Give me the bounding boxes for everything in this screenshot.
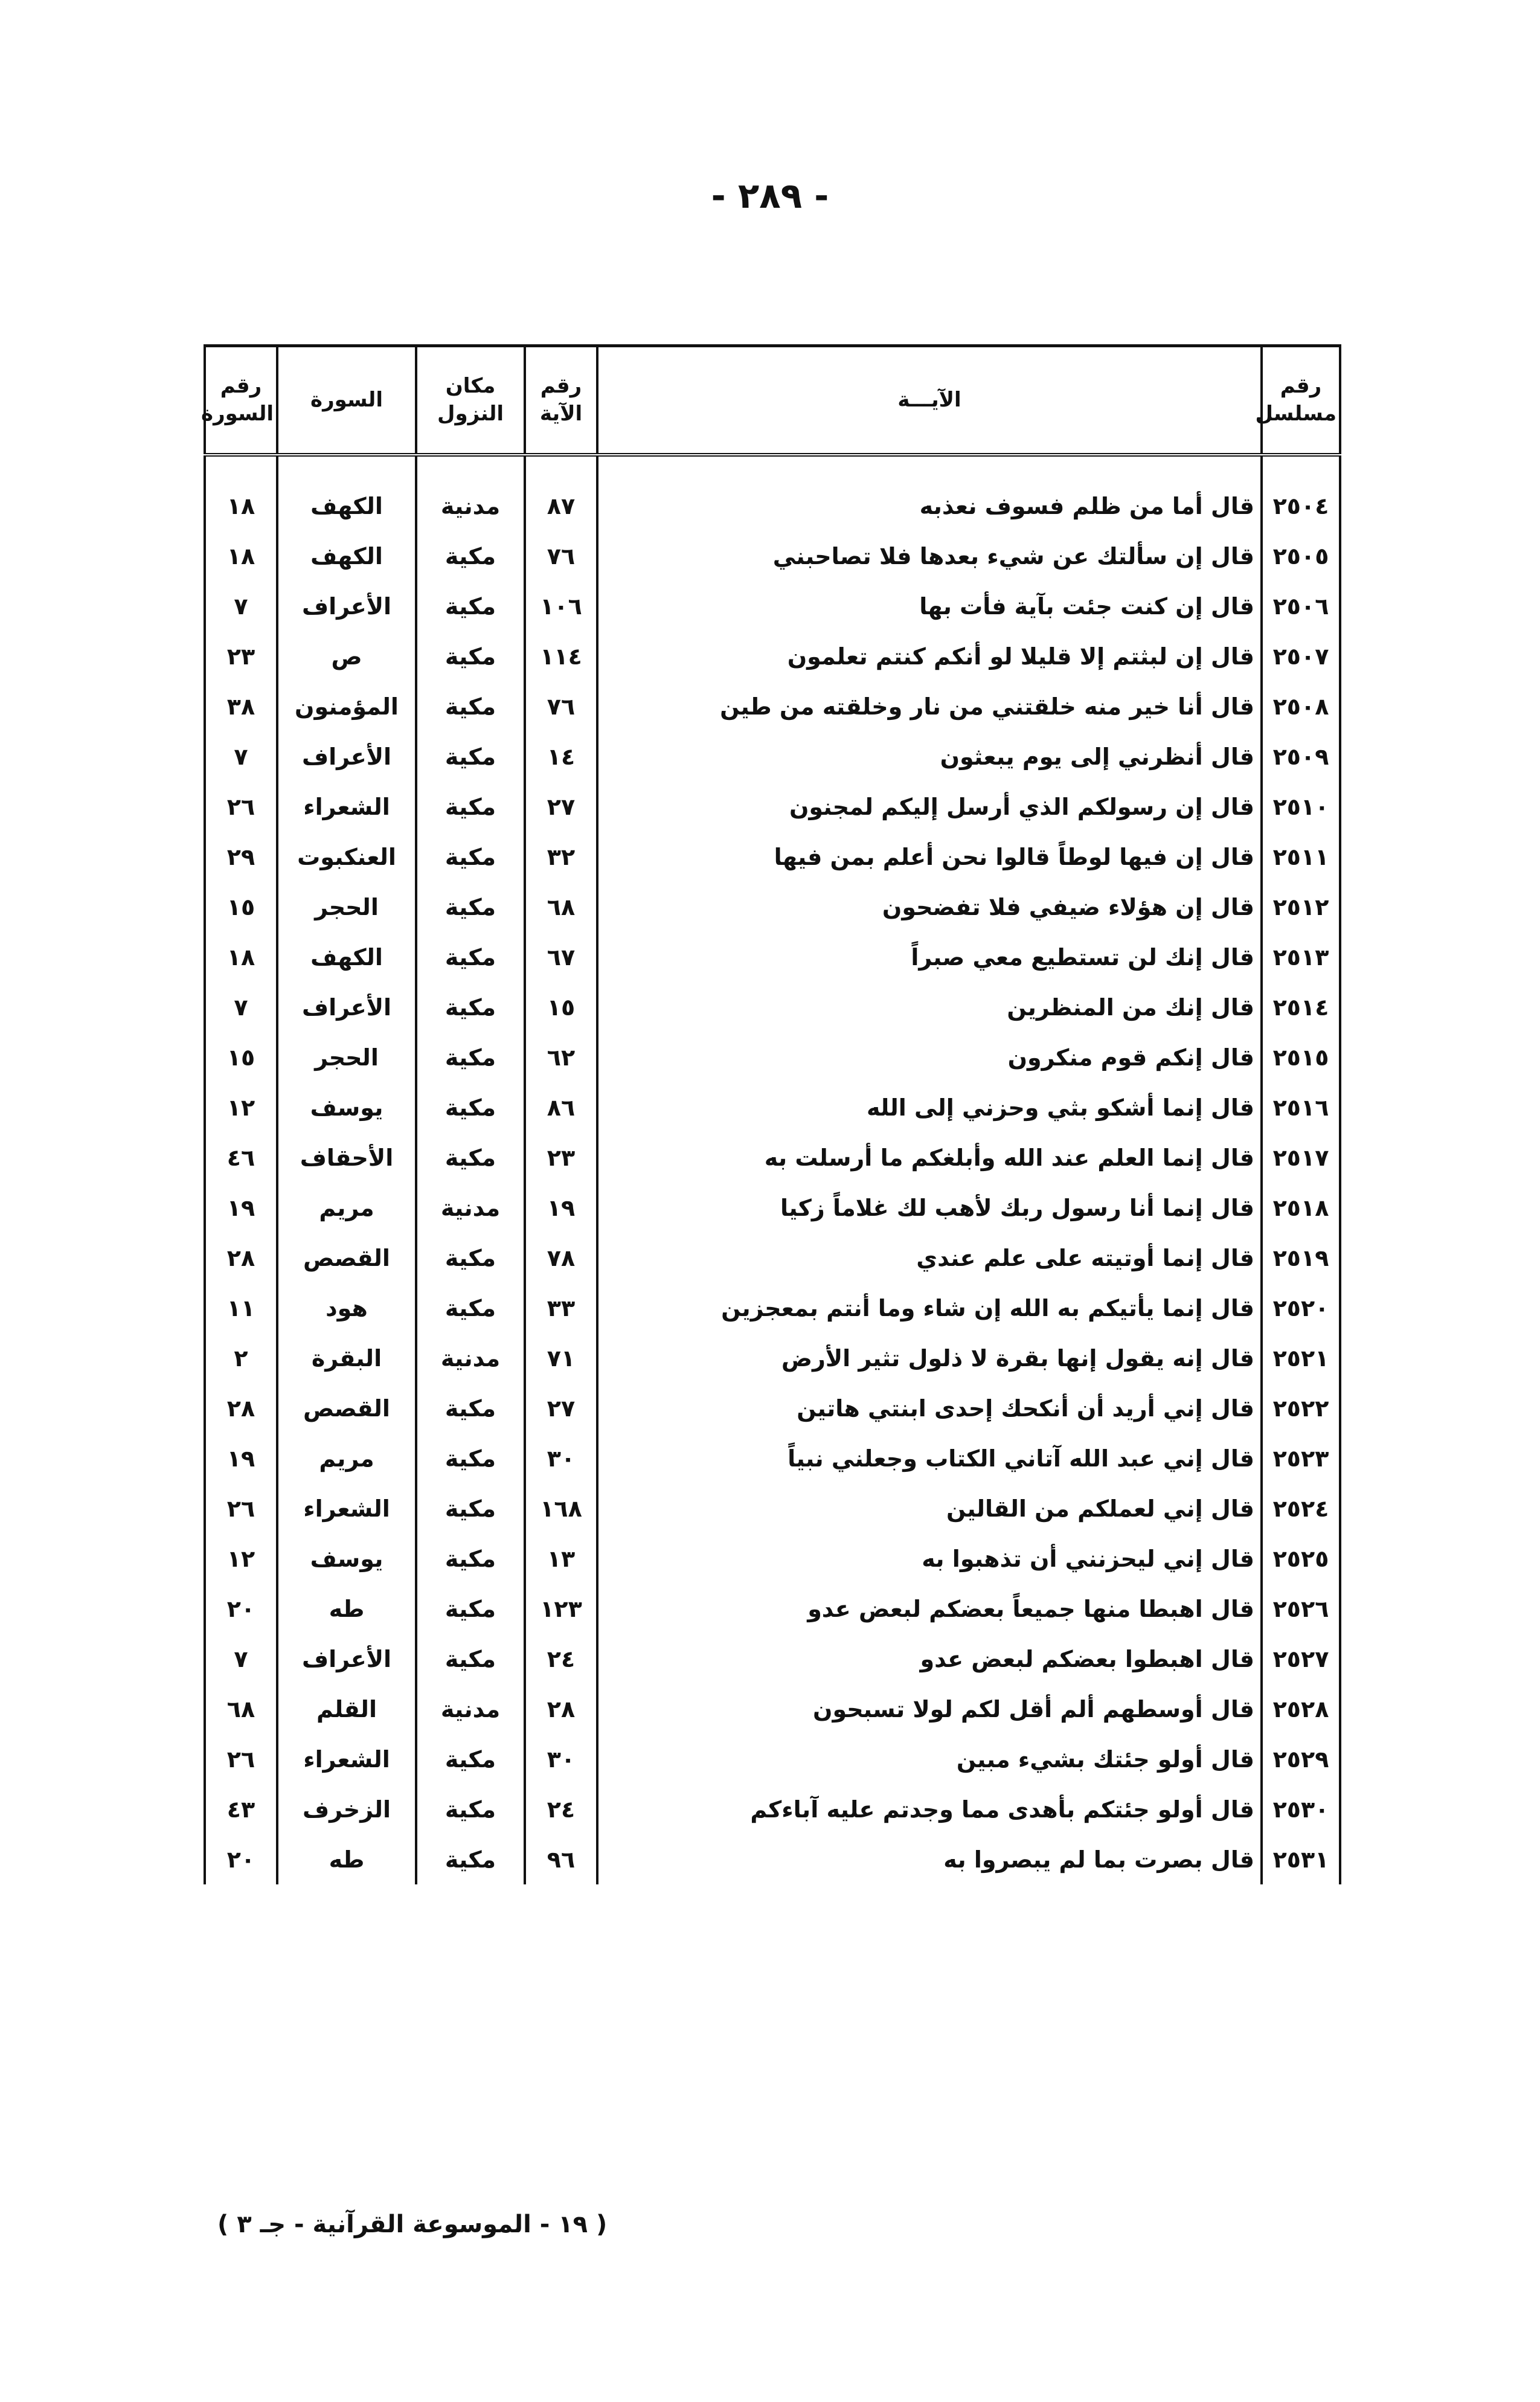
cell-ayah-number: ٣٢ <box>525 832 597 882</box>
table-row <box>205 832 1340 882</box>
cell-verse: قال إنما يأتيكم به الله إن شاء وما أنتم بمعجزين <box>597 1283 1262 1333</box>
cell-verse: قال إن كنت جئت بآية فأت بها <box>597 581 1262 631</box>
cell-surah: الحجر <box>277 882 416 932</box>
cell-surah-number: ٢٨ <box>205 1233 277 1283</box>
cell-ayah-number: ٩٦ <box>525 1834 597 1884</box>
cell-verse: قال إنك من المنظرين <box>597 982 1262 1032</box>
cell-revelation-place: مكية <box>416 1634 525 1684</box>
cell-surah-number: ٢٨ <box>205 1383 277 1433</box>
table-row <box>205 531 1340 581</box>
cell-surah-number: ١٨ <box>205 932 277 982</box>
cell-serial-number: ٢٥٢١ <box>1262 1333 1340 1383</box>
cell-surah-number: ١٢ <box>205 1533 277 1584</box>
cell-ayah-number: ٢٧ <box>525 1383 597 1433</box>
table-row <box>205 1684 1340 1734</box>
cell-surah: القصص <box>277 1233 416 1283</box>
cell-serial-number: ٢٥٢٦ <box>1262 1584 1340 1634</box>
cell-verse: قال أولو جئتك بشيء مبين <box>597 1734 1262 1784</box>
cell-surah-number: ٢٦ <box>205 1734 277 1784</box>
cell-revelation-place: مكية <box>416 1132 525 1183</box>
cell-surah: الأحقاف <box>277 1132 416 1183</box>
cell-surah-number: ١١ <box>205 1283 277 1333</box>
cell-serial-number: ٢٥٢٠ <box>1262 1283 1340 1333</box>
cell-ayah-number: ٧١ <box>525 1333 597 1383</box>
cell-surah-number: ٧ <box>205 731 277 782</box>
cell-surah-number: ٣٨ <box>205 681 277 731</box>
cell-surah: يوسف <box>277 1533 416 1584</box>
cell-revelation-place: مكية <box>416 1433 525 1483</box>
cell-revelation-place: مكية <box>416 1383 525 1433</box>
cell-surah: الحجر <box>277 1032 416 1082</box>
cell-revelation-place: مكية <box>416 1233 525 1283</box>
table-row <box>205 1834 1340 1884</box>
cell-surah-number: ٢٦ <box>205 782 277 832</box>
cell-serial-number: ٢٥٢٨ <box>1262 1684 1340 1734</box>
cell-verse: قال إنه يقول إنها بقرة لا ذلول تثير الأرض <box>597 1333 1262 1383</box>
cell-verse: قال أما من ظلم فسوف نعذبه <box>597 481 1262 531</box>
cell-surah: الأعراف <box>277 581 416 631</box>
table-row <box>205 882 1340 932</box>
cell-serial-number: ٢٥١٥ <box>1262 1032 1340 1082</box>
table-header-row <box>205 346 1340 455</box>
cell-revelation-place: مكية <box>416 1283 525 1333</box>
cell-surah: طه <box>277 1834 416 1884</box>
cell-ayah-number: ٨٧ <box>525 481 597 531</box>
cell-verse: قال أنظرني إلى يوم يبعثون <box>597 731 1262 782</box>
cell-surah: مريم <box>277 1183 416 1233</box>
cell-verse: قال إني ليحزنني أن تذهبوا به <box>597 1533 1262 1584</box>
header-revelation-place: مكان النزول <box>416 346 525 455</box>
cell-ayah-number: ٣٠ <box>525 1433 597 1483</box>
cell-revelation-place: مكية <box>416 832 525 882</box>
table-row <box>205 1383 1340 1433</box>
table-row <box>205 1734 1340 1784</box>
cell-ayah-number: ٧٨ <box>525 1233 597 1283</box>
cell-revelation-place: مكية <box>416 982 525 1032</box>
cell-revelation-place: مكية <box>416 731 525 782</box>
verse-index-table <box>201 344 1341 1884</box>
cell-ayah-number: ٧٦ <box>525 531 597 581</box>
cell-surah-number: ٤٦ <box>205 1132 277 1183</box>
cell-serial-number: ٢٥٢٢ <box>1262 1383 1340 1433</box>
cell-surah: مريم <box>277 1433 416 1483</box>
cell-surah: الكهف <box>277 531 416 581</box>
table-row <box>205 1483 1340 1533</box>
cell-revelation-place: مكية <box>416 1082 525 1132</box>
table-row <box>205 932 1340 982</box>
header-serial-number: رقم مسلسل <box>1262 346 1340 455</box>
cell-surah: البقرة <box>277 1333 416 1383</box>
table-row <box>205 1333 1340 1383</box>
cell-verse: قال إن لبثتم إلا قليلا لو أنكم كنتم تعلمون <box>597 631 1262 681</box>
cell-revelation-place: مدنية <box>416 481 525 531</box>
cell-surah: الشعراء <box>277 782 416 832</box>
cell-surah-number: ٢٠ <box>205 1834 277 1884</box>
cell-verse: قال إن هؤلاء ضيفي فلا تفضحون <box>597 882 1262 932</box>
cell-verse: قال بصرت بما لم يبصروا به <box>597 1834 1262 1884</box>
header-surah: السورة <box>277 346 416 455</box>
table-row <box>205 1132 1340 1183</box>
cell-verse: قال أنا خير منه خلقتني من نار وخلقته من طين <box>597 681 1262 731</box>
cell-surah-number: ٢٣ <box>205 631 277 681</box>
cell-ayah-number: ٢٤ <box>525 1784 597 1834</box>
cell-ayah-number: ٣٣ <box>525 1283 597 1333</box>
cell-verse: قال أولو جئتكم بأهدى مما وجدتم عليه آباءكم <box>597 1784 1262 1834</box>
cell-revelation-place: مكية <box>416 1734 525 1784</box>
cell-ayah-number: ٢٣ <box>525 1132 597 1183</box>
cell-serial-number: ٢٥٠٧ <box>1262 631 1340 681</box>
cell-verse: قال إن فيها لوطاً قالوا نحن أعلم بمن فيها <box>597 832 1262 882</box>
cell-surah-number: ١٢ <box>205 1082 277 1132</box>
cell-serial-number: ٢٥٣١ <box>1262 1834 1340 1884</box>
page-number: - ٢٨٩ - <box>711 175 829 216</box>
cell-verse: قال إنما أوتيته على علم عندي <box>597 1233 1262 1283</box>
header-verse: الآيـــة <box>597 346 1262 455</box>
cell-surah-number: ٢ <box>205 1333 277 1383</box>
cell-serial-number: ٢٥١٩ <box>1262 1233 1340 1283</box>
table-row <box>205 1183 1340 1233</box>
cell-revelation-place: مكية <box>416 782 525 832</box>
cell-ayah-number: ١٩ <box>525 1183 597 1233</box>
cell-surah-number: ٢٩ <box>205 832 277 882</box>
cell-ayah-number: ٦٢ <box>525 1032 597 1082</box>
table-row <box>205 1784 1340 1834</box>
cell-surah: هود <box>277 1283 416 1333</box>
cell-surah: الكهف <box>277 932 416 982</box>
cell-surah-number: ١٨ <box>205 531 277 581</box>
cell-surah: الشعراء <box>277 1483 416 1533</box>
cell-revelation-place: مكية <box>416 681 525 731</box>
cell-verse: قال إن رسولكم الذي أرسل إليكم لمجنون <box>597 782 1262 832</box>
cell-ayah-number: ١٠٦ <box>525 581 597 631</box>
table-row <box>205 581 1340 631</box>
cell-serial-number: ٢٥٢٧ <box>1262 1634 1340 1684</box>
cell-surah-number: ٤٣ <box>205 1784 277 1834</box>
cell-revelation-place: مكية <box>416 531 525 581</box>
cell-verse: قال إني أريد أن أنكحك إحدى ابنتي هاتين <box>597 1383 1262 1433</box>
table-row <box>205 631 1340 681</box>
cell-revelation-place: مدنية <box>416 1333 525 1383</box>
cell-serial-number: ٢٥٣٠ <box>1262 1784 1340 1834</box>
table-spacer-row <box>205 455 1340 481</box>
header-surah-number: رقم السورة <box>205 346 277 455</box>
cell-serial-number: ٢٥٠٥ <box>1262 531 1340 581</box>
table-row <box>205 731 1340 782</box>
cell-verse: قال إني عبد الله آتاني الكتاب وجعلني نبياً <box>597 1433 1262 1483</box>
table-body <box>205 455 1340 1884</box>
cell-surah-number: ٧ <box>205 1634 277 1684</box>
cell-serial-number: ٢٥١٠ <box>1262 782 1340 832</box>
cell-verse: قال اهبطا منها جميعاً بعضكم لبعض عدو <box>597 1584 1262 1634</box>
cell-serial-number: ٢٥٢٣ <box>1262 1433 1340 1483</box>
table-row <box>205 1433 1340 1483</box>
cell-surah-number: ٢٦ <box>205 1483 277 1533</box>
cell-ayah-number: ١٣ <box>525 1533 597 1584</box>
cell-revelation-place: مكية <box>416 882 525 932</box>
cell-surah: الكهف <box>277 481 416 531</box>
cell-ayah-number: ١٥ <box>525 982 597 1032</box>
cell-verse: قال إنما العلم عند الله وأبلغكم ما أرسلت به <box>597 1132 1262 1183</box>
cell-ayah-number: ٢٨ <box>525 1684 597 1734</box>
cell-serial-number: ٢٥٠٤ <box>1262 481 1340 531</box>
cell-ayah-number: ١٢٣ <box>525 1584 597 1634</box>
cell-ayah-number: ٦٨ <box>525 882 597 932</box>
table-row <box>205 481 1340 531</box>
cell-surah: ص <box>277 631 416 681</box>
cell-surah: يوسف <box>277 1082 416 1132</box>
cell-serial-number: ٢٥٠٨ <box>1262 681 1340 731</box>
cell-revelation-place: مدنية <box>416 1684 525 1734</box>
cell-ayah-number: ١٤ <box>525 731 597 782</box>
cell-serial-number: ٢٥٢٩ <box>1262 1734 1340 1784</box>
table-row <box>205 782 1340 832</box>
cell-serial-number: ٢٥١٢ <box>1262 882 1340 932</box>
cell-surah-number: ٧ <box>205 581 277 631</box>
cell-surah-number: ١٩ <box>205 1183 277 1233</box>
cell-surah: المؤمنون <box>277 681 416 731</box>
page-footer: ( ١٩ - الموسوعة القرآنية - جـ ٣ ) <box>217 2211 608 2238</box>
cell-surah: القلم <box>277 1684 416 1734</box>
table-row <box>205 1283 1340 1333</box>
cell-surah: طه <box>277 1584 416 1634</box>
cell-ayah-number: ١٦٨ <box>525 1483 597 1533</box>
cell-ayah-number: ٢٤ <box>525 1634 597 1684</box>
cell-revelation-place: مكية <box>416 1834 525 1884</box>
cell-serial-number: ٢٥٢٤ <box>1262 1483 1340 1533</box>
cell-surah-number: ١٥ <box>205 882 277 932</box>
cell-serial-number: ٢٥٠٩ <box>1262 731 1340 782</box>
cell-surah: الشعراء <box>277 1734 416 1784</box>
cell-surah: الزخرف <box>277 1784 416 1834</box>
cell-surah: الأعراف <box>277 982 416 1032</box>
cell-surah: القصص <box>277 1383 416 1433</box>
cell-surah-number: ٦٨ <box>205 1684 277 1734</box>
cell-serial-number: ٢٥١٣ <box>1262 932 1340 982</box>
cell-ayah-number: ٣٠ <box>525 1734 597 1784</box>
table-row <box>205 1533 1340 1584</box>
cell-revelation-place: مكية <box>416 1533 525 1584</box>
cell-verse: قال أوسطهم ألم أقل لكم لولا تسبحون <box>597 1684 1262 1734</box>
cell-surah-number: ١٨ <box>205 481 277 531</box>
table-row <box>205 1233 1340 1283</box>
cell-ayah-number: ٨٦ <box>525 1082 597 1132</box>
header-ayah-number: رقم الآية <box>525 346 597 455</box>
cell-verse: قال إني لعملكم من القالين <box>597 1483 1262 1533</box>
cell-revelation-place: مكية <box>416 1483 525 1533</box>
cell-verse: قال اهبطوا بعضكم لبعض عدو <box>597 1634 1262 1684</box>
cell-surah: الأعراف <box>277 731 416 782</box>
cell-surah: الأعراف <box>277 1634 416 1684</box>
cell-surah-number: ١٥ <box>205 1032 277 1082</box>
table-row <box>205 1584 1340 1634</box>
table-row <box>205 1032 1340 1082</box>
cell-revelation-place: مكية <box>416 932 525 982</box>
cell-verse: قال إن سألتك عن شيء بعدها فلا تصاحبني <box>597 531 1262 581</box>
table-row <box>205 1082 1340 1132</box>
cell-ayah-number: ٢٧ <box>525 782 597 832</box>
cell-verse: قال إنما أشكو بثي وحزني إلى الله <box>597 1082 1262 1132</box>
cell-revelation-place: مكية <box>416 1032 525 1082</box>
cell-revelation-place: مكية <box>416 631 525 681</box>
verse-index-table-container <box>201 344 1339 2011</box>
table-row <box>205 1634 1340 1684</box>
cell-revelation-place: مدنية <box>416 1183 525 1233</box>
cell-surah-number: ٧ <box>205 982 277 1032</box>
cell-revelation-place: مكية <box>416 581 525 631</box>
cell-surah-number: ١٩ <box>205 1433 277 1483</box>
cell-verse: قال إنما أنا رسول ربك لأهب لك غلاماً زكيا <box>597 1183 1262 1233</box>
cell-serial-number: ٢٥٠٦ <box>1262 581 1340 631</box>
cell-serial-number: ٢٥١٨ <box>1262 1183 1340 1233</box>
cell-serial-number: ٢٥٢٥ <box>1262 1533 1340 1584</box>
cell-serial-number: ٢٥١١ <box>1262 832 1340 882</box>
cell-serial-number: ٢٥١٧ <box>1262 1132 1340 1183</box>
cell-surah-number: ٢٠ <box>205 1584 277 1634</box>
cell-ayah-number: ٦٧ <box>525 932 597 982</box>
table-row <box>205 681 1340 731</box>
cell-revelation-place: مكية <box>416 1584 525 1634</box>
cell-ayah-number: ٧٦ <box>525 681 597 731</box>
cell-revelation-place: مكية <box>416 1784 525 1834</box>
table-row <box>205 982 1340 1032</box>
cell-serial-number: ٢٥١٦ <box>1262 1082 1340 1132</box>
cell-surah: العنكبوت <box>277 832 416 882</box>
cell-verse: قال إنك لن تستطيع معي صبراً <box>597 932 1262 982</box>
cell-verse: قال إنكم قوم منكرون <box>597 1032 1262 1082</box>
cell-ayah-number: ١١٤ <box>525 631 597 681</box>
cell-serial-number: ٢٥١٤ <box>1262 982 1340 1032</box>
